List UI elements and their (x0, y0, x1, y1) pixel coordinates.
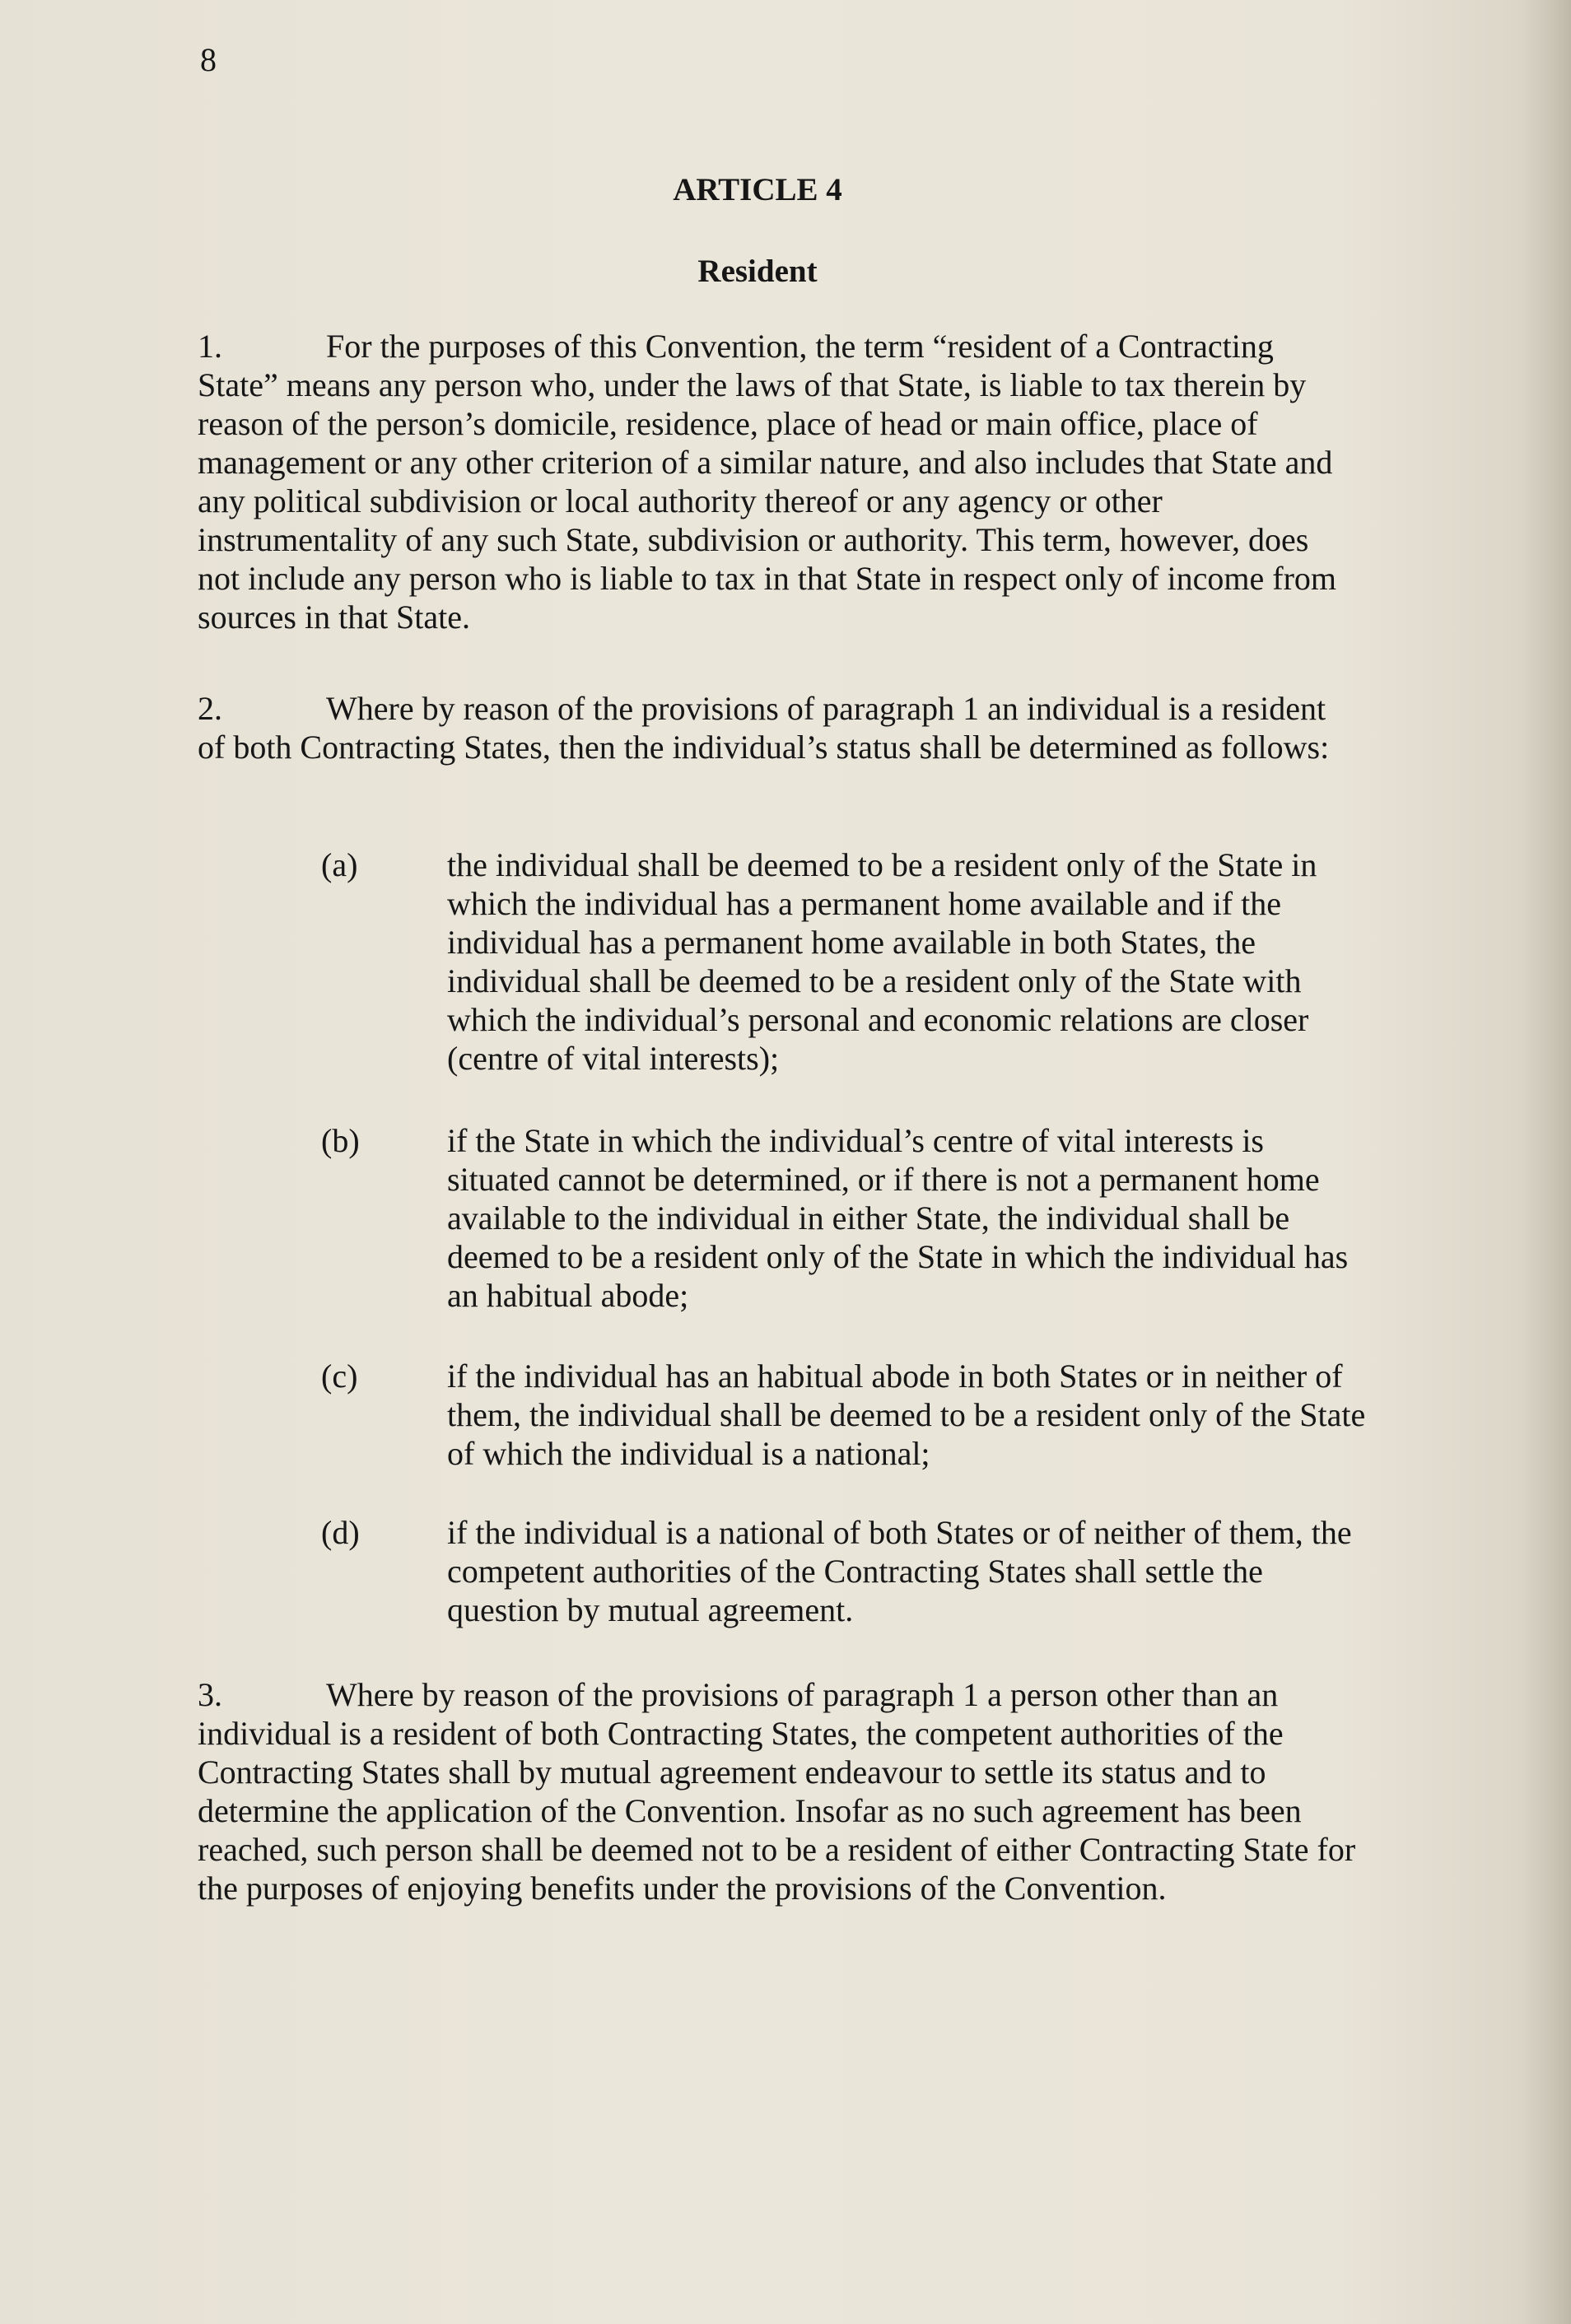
subparagraph-text: if the State in which the individual’s centre of vital interests is situated cannot be determined, or if there is not a permanent home available to the individual in either State, the individual shall be deemed to be a resident only of the State in which the individual has an habitual abode; (447, 1122, 1349, 1314)
article-subtitle: Resident (697, 254, 818, 289)
subparagraph-text: the individual shall be deemed to be a resident only of the State in which the individual has a permanent home available and if the individual has a permanent home available in both States, the individual shall be deemed to be a resident only of the State with which the individual’s personal and economic relations are closer (centre of vital interests); (447, 846, 1317, 1077)
subparagraph-label: (a) (321, 846, 358, 883)
paragraph-number: 2. (198, 690, 222, 727)
subparagraph-label: (b) (321, 1122, 360, 1159)
subparagraph-label: (d) (321, 1514, 360, 1551)
paragraph-text: For the purposes of this Convention, the term “resident of a Contracting State” means any person who, under the laws of that State, is liable to tax therein by reason of the person’s domicile, residence, place of head or main office, place of management or any other criterion of a similar nature, and also includes that State and any political subdivision or local authority thereof or any agency or other instrumentality of any such State, subdivision or authority. This term, however, does not include any person who is liable to tax in that State in respect only of income from sources in that State. (198, 328, 1337, 636)
subparagraph-label: (c) (321, 1358, 358, 1395)
paragraph-2 (198, 689, 1359, 766)
paragraph-text: Where by reason of the provisions of paragraph 1 an individual is a resident of both Contracting States, then the individual’s status shall be determined as follows: (198, 690, 1330, 766)
paragraph-3 (198, 1675, 1359, 1907)
paragraph-text: Where by reason of the provisions of paragraph 1 a person other than an individual is a resident of both Contracting States, the competent authorities of the Contracting States shall by mutual agreement endeavour to settle its status and to determine the application of the Convention. Insofar as no such agreement has been reached, such person shall be deemed not to be a resident of either Contracting State for the purposes of enjoying benefits under the provisions of the Convention. (198, 1676, 1356, 1907)
page-edge-shadow (1522, 0, 1571, 2324)
page-number: 8 (200, 41, 217, 78)
paragraph-1 (198, 327, 1359, 636)
paragraph-number: 3. (198, 1676, 222, 1713)
paragraph-number: 1. (198, 328, 222, 365)
subparagraph-text: if the individual has an habitual abode in both States or in neither of them, the individual shall be deemed to be a resident only of the State of which the individual is a national; (447, 1358, 1366, 1472)
subparagraph-text: if the individual is a national of both States or of neither of them, the competent authorities of the Contracting States shall settle the question by mutual agreement. (447, 1514, 1352, 1628)
article-title: ARTICLE 4 (673, 172, 842, 207)
